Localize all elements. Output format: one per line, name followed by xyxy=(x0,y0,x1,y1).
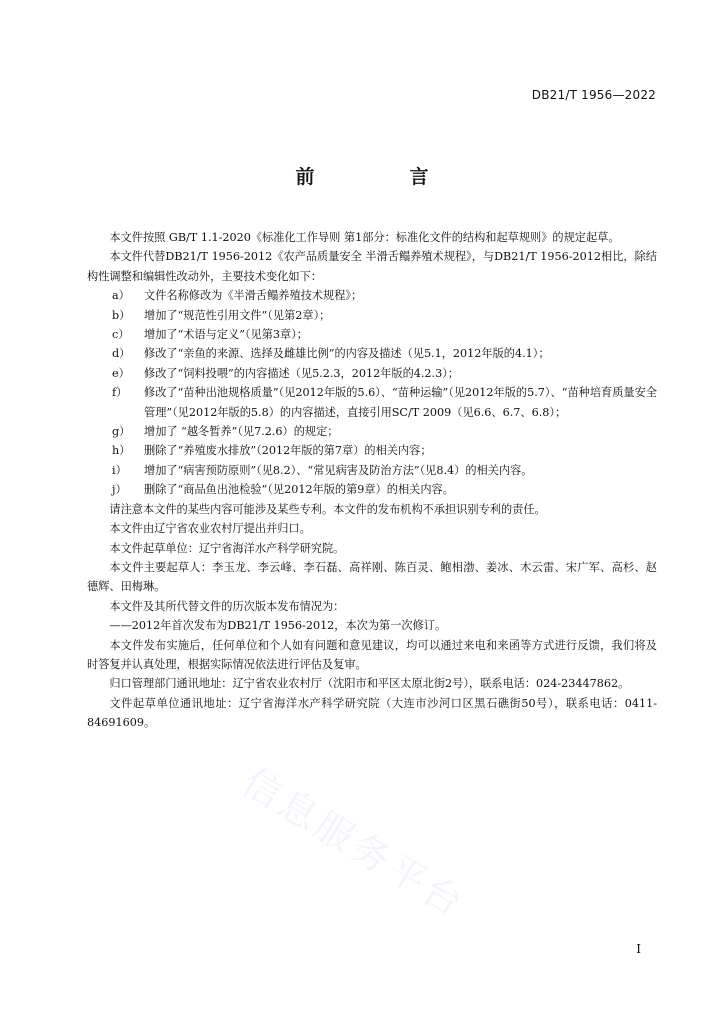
patent-notice: 请注意本文件的某些内容可能涉及某些专利。本文件的发布机构不承担识别专利的责任。 xyxy=(109,502,546,516)
history-item: ——2012年首次发布为DB21/T 1956-2012，本次为第一次修订。 xyxy=(109,619,447,633)
list-marker: f） xyxy=(112,386,128,400)
preface-body xyxy=(87,228,657,733)
list-item-text: 修改了“苗种出池规格质量”（见2012年版的5.6）、“苗种运输”（见2012年版的5.7）、“苗种培育质量安全管理”（见2012年版的5.8）的内容描述，直接引用SC/T 2009（见6.6、6.7、6.8）； xyxy=(144,386,657,419)
drafter-address: 文件起草单位通讯地址：辽宁省海洋水产科学研究院（大连市沙河口区黑石礁街50号），联系电话：0411-84691609。 xyxy=(87,696,657,730)
list-item xyxy=(87,480,657,499)
page-title: 前 言 xyxy=(295,166,467,188)
list-item xyxy=(87,286,657,305)
list-marker: d） xyxy=(112,347,131,361)
intro-paragraph-2: 本文件代替DB21/T 1956-2012《农产品质量安全 半滑舌鳎养殖术规程》，与DB21/T 1956-2012相比，除结构性调整和编辑性改动外，主要技术变化如下： xyxy=(87,250,657,283)
list-item-text: 增加了“术语与定义”（见第3章）； xyxy=(144,328,308,342)
watermark-text: 信息服务平台 xyxy=(234,759,474,928)
list-item xyxy=(87,422,657,441)
list-marker: a） xyxy=(112,289,130,303)
drafting-unit: 本文件起草单位：辽宁省海洋水产科学研究院。 xyxy=(109,541,345,555)
list-item-text: 修改了“饲料投喂”的内容描述（见5.2.3，2012年版的4.2.3）； xyxy=(144,366,459,380)
document-code: DB21/T 1956—2022 xyxy=(531,88,656,102)
authority-address: 归口管理部门通讯地址：辽宁省农业农村厅（沈阳市和平区太原北街2号），联系电话：024-23447862。 xyxy=(109,677,630,691)
list-item xyxy=(87,344,657,363)
proposer-statement: 本文件由辽宁省农业农村厅提出并归口。 xyxy=(109,522,311,536)
list-item-text: 文件名称修改为《半滑舌鳎养殖技术规程》； xyxy=(144,289,363,303)
list-item xyxy=(87,306,657,325)
drafters: 本文件主要起草人：李玉龙、李云峰、李石磊、高祥刚、陈百灵、鲍相渤、姜冰、木云雷、宋广军、高杉、赵德辉、田梅琳。 xyxy=(87,560,657,594)
list-item xyxy=(87,325,657,344)
list-item-text: 增加了“病害预防原则”（见8.2）、“常见病害及防治方法”（见8.4）的相关内容。 xyxy=(144,463,533,477)
list-item-text: 修改了“亲鱼的来源、选择及雌雄比例”的内容及描述（见5.1，2012年版的4.1）； xyxy=(144,347,550,361)
page-number: I xyxy=(636,942,641,956)
list-marker: c） xyxy=(112,328,130,342)
list-item xyxy=(87,364,657,383)
feedback-paragraph: 本文件发布实施后，任何单位和个人如有问题和意见建议，均可以通过来电和来函等方式进行反馈，我们将及时答复并认真处理，根据实际情况依法进行评估及复审。 xyxy=(87,638,657,671)
list-marker: g） xyxy=(112,425,131,439)
list-marker: j） xyxy=(112,483,127,497)
list-item-text: 删除了“养殖废水排放”（2012年版的第7章）的相关内容； xyxy=(144,444,432,458)
changes-list xyxy=(87,286,657,499)
list-item-text: 增加了“规范性引用文件”（见第2章）； xyxy=(144,308,331,322)
intro-paragraph-1: 本文件按照 GB/T 1.1-2020《标准化工作导则 第1部分：标准化文件的结构和起草规则》的规定起草。 xyxy=(109,231,620,244)
list-marker: b） xyxy=(112,308,131,322)
list-marker: h） xyxy=(112,444,131,458)
history-heading: 本文件及其所代替文件的历次版本发布情况为： xyxy=(109,599,345,613)
list-item-text: 增加了 “越冬暂养”（见7.2.6）的规定； xyxy=(144,425,339,439)
list-item-text: 删除了“商品鱼出池检验”（见2012年版的第9章）的相关内容。 xyxy=(144,483,454,497)
list-marker: e） xyxy=(112,366,130,380)
list-item xyxy=(87,383,657,422)
list-item xyxy=(87,441,657,460)
list-marker: i） xyxy=(112,463,127,477)
list-item xyxy=(87,461,657,480)
